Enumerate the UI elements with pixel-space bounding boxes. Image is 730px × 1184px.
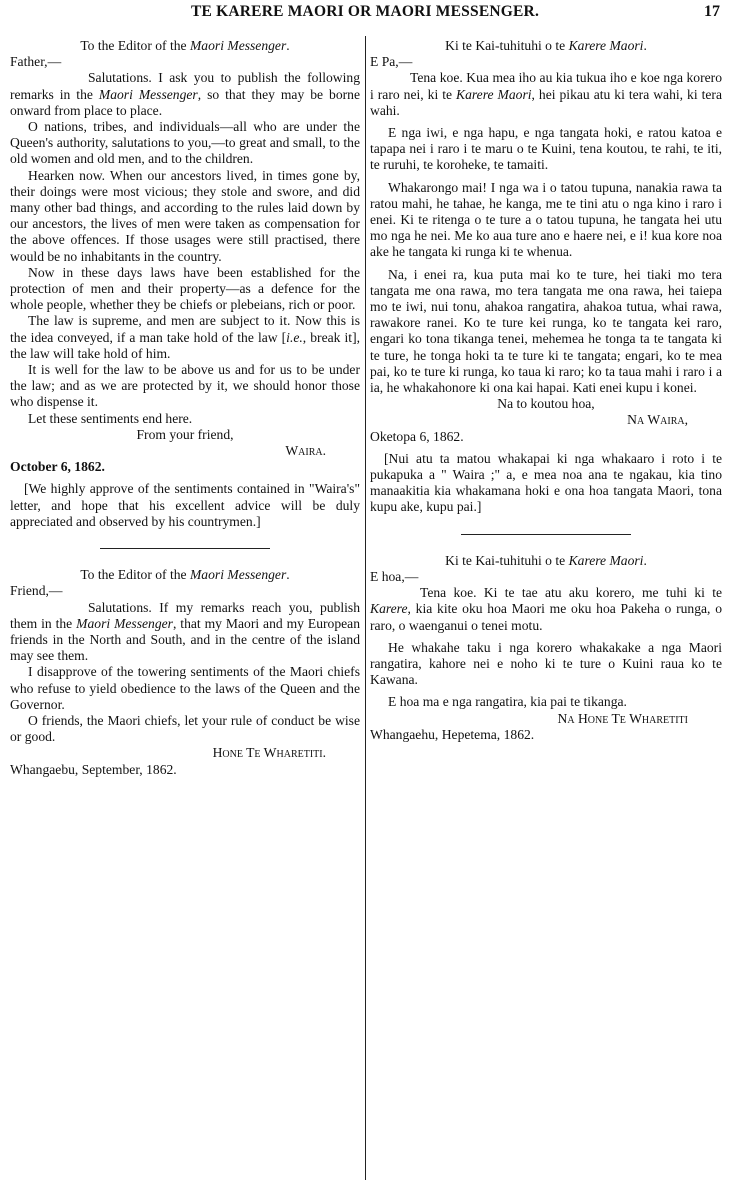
letter-closing: Na to koutou hoa, — [497, 396, 595, 412]
english-column — [10, 38, 360, 778]
letter-salutation: E hoa,— — [370, 568, 419, 584]
letter-date: Oketopa 6, 1862. — [370, 428, 464, 444]
letter-paragraph: Now in these days laws have been established for the protection of men and their property—as a defence for the whole people, whether they be chiefs or plebeians, rich or poor. — [10, 264, 360, 313]
letter-date: October 6, 1862. — [10, 459, 105, 475]
letter-paragraph: He whakahe taku i nga korero whakakake a nga Maori rangatira, kahore nei e noho ki te ture o Kuini raua ko te Kawana. — [370, 639, 722, 688]
letter-signature: Hone Te Wharetiti. — [212, 745, 326, 761]
letter-signature: Na Waira, — [627, 412, 688, 428]
letter-date: Whangaebu, September, 1862. — [10, 761, 177, 777]
letter-address: To the Editor of the Maori Messenger. — [80, 38, 290, 53]
letter-address: Ki te Kai-tuhituhi o te Karere Maori. — [445, 38, 647, 53]
letter-paragraph: O friends, the Maori chiefs, let your rule of conduct be wise or good. — [10, 712, 360, 745]
letter-paragraph: Tena koe. Ki te tae atu aku korero, me tuhi ki te Karere, kia kite oku hoa Maori me oku hoa Pakeha o runga, o raro, o waenganui o tenei motu. — [370, 585, 722, 633]
page-header — [8, 3, 722, 25]
editor-note: [Nui atu ta matou whakapai ki nga whakaaro i roto i te pukapuka a " Waira ;" a, e mea noa ana te ngakau, kia tino manaakitia kia whakamana hoki e ona hoa tangata Maori, tona kupu ake, kupu pai.] — [370, 450, 722, 515]
letter-salutation: Friend,— — [10, 583, 63, 599]
column-divider — [365, 36, 366, 1180]
letter-salutation: Father,— — [10, 54, 62, 70]
letter-signature: Na Hone Te Wharetiti — [557, 710, 688, 726]
letter-date: Whangaehu, Hepetema, 1862. — [370, 726, 535, 742]
letter-paragraph: Na, i enei ra, kua puta mai ko te ture, hei tiaki mo tera tangata me ona rawa, mo tera tangata me ona rawa, hei taiepa mo te iwi, nui tonu, ahakoa rangatira, ahakoa tutua, whai rawa, rawakore ranei. Ko te ture kei runga, ko te tangata kei raro, engari ko tona tikanga tenei, mehemea he tonga ta te tangata ki te ture, he tonga hoki ta te ture ki te tangata; engari, ko te mea pai, ko te ture ki runga, ko taua ki raro; ko ta taua mahi i raro i a ia, he whakahonore ki ona kai hapai. Kati enei kupu i konei. — [370, 266, 722, 396]
letter-paragraph: Tena koe. Kua mea iho au kia tukua iho e koe nga korero i raro nei, ki te Karere Maori, hei pikau atu ki tera wahi, ki tera wahi. — [370, 70, 722, 118]
page-number: 17 — [704, 3, 720, 20]
editor-note: [We highly approve of the sentiments contained in "Waira's" letter, and hope that his excellent advice will be duly appreciated and observed by his countrymen.] — [10, 481, 360, 529]
letter-paragraph: Salutations. I ask you to publish the following remarks in the Maori Messenger, so that they may be borne onward from place to place. — [10, 70, 360, 118]
letter-paragraph: E hoa ma e nga rangatira, kia pai te tikanga. — [388, 694, 627, 710]
maori-column — [370, 38, 722, 743]
letter-paragraph: The law is supreme, and men are subject to it. Now this is the idea conveyed, if a man take hold of the law [i.e., break it], the law will take hold of him. — [10, 313, 360, 361]
letter-paragraph: It is well for the law to be above us and for us to be under the law; and as we are protected by it, we should honor those who dispense it. — [10, 362, 360, 410]
letter-paragraph: Whakarongo mai! I nga wa i o tatou tupuna, nanakia rawa ta ratou mahi, he tahae, he kanga, me te tini atu o nga kino i raro i enei. Ki te ritenga o te ture a o tatou tupuna, he tangata hei utu mo nga he nei. Me ko aua ture ano e haere nei, e i! kua kore noa ake he tangata ki runga ki te whenua. — [370, 179, 722, 260]
letter-paragraph: Let these sentiments end here. — [28, 410, 193, 426]
letter-salutation: E Pa,— — [370, 54, 413, 70]
masthead-title: TE KARERE MAORI OR MAORI MESSENGER. — [190, 3, 540, 20]
letter-paragraph: E nga iwi, e nga hapu, e nga tangata hoki, e ratou katoa e tapapa nei i raro i te maru o te Kuini, tena koutou, te rahi, te iti, te ruruhi, te koroheke, te tamaiti. — [370, 125, 722, 173]
letter-paragraph: O nations, tribes, and individuals—all who are under the Queen's authority, salutations to you,—to great and small, to the old women and old men, and to the children. — [10, 119, 360, 167]
letter-closing: From your friend, — [136, 426, 234, 442]
letter-paragraph: I disapprove of the towering sentiments of the Maori chiefs who refuse to yield obedience to the laws of the Queen and the Governor. — [10, 664, 360, 712]
section-separator — [461, 534, 631, 535]
letter-signature: Waira. — [285, 443, 326, 459]
letter-paragraph: Salutations. If my remarks reach you, publish them in the Maori Messenger, that my Maori and my European friends in the North and South, and in the centre of the island may see them. — [10, 599, 360, 664]
letter-address: To the Editor of the Maori Messenger. — [80, 567, 290, 583]
letter-paragraph: Hearken now. When our ancestors lived, in times gone by, their doings were most vicious; they stole and swore, and did many other bad things, and according to the rules laid down by our ancestors, the lives of men were taken as compensation for the above offences. If those usages were still practised, there would be no inhabitants in the country. — [10, 167, 360, 264]
section-separator — [100, 548, 270, 549]
letter-address: Ki te Kai-tuhituhi o te Karere Maori. — [445, 552, 647, 568]
